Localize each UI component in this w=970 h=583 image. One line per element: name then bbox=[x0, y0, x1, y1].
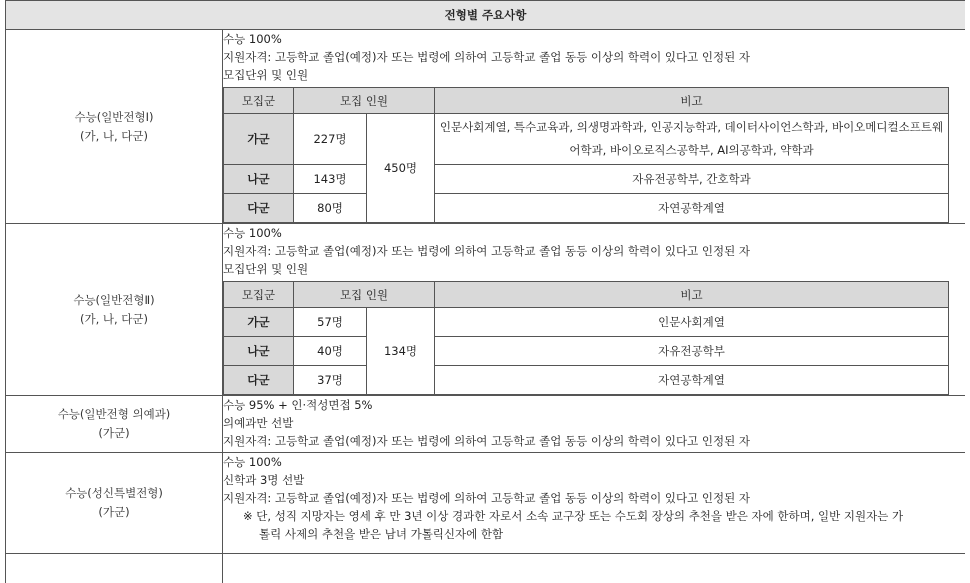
quota-table bbox=[223, 281, 949, 395]
admission-table bbox=[5, 0, 965, 583]
score-line: 수능 100% bbox=[223, 455, 282, 469]
score-line: 수능 95% + 인·적성면접 5% bbox=[223, 398, 373, 412]
row-content-cell bbox=[223, 30, 966, 224]
selection-line: 신학과 3명 선발 bbox=[223, 473, 305, 487]
quota-table bbox=[223, 87, 949, 223]
group-note: 자연공학계열 bbox=[435, 366, 949, 395]
row-content-cell bbox=[223, 453, 966, 554]
row-label-cell bbox=[6, 396, 223, 453]
eligibility-line: 지원자격: 고등학교 졸업(예정)자 또는 법령에 의하여 고등학교 졸업 동등 이상의 학력이 있다고 인정된 자 bbox=[223, 244, 750, 258]
eligibility-line: 지원자격: 고등학교 졸업(예정)자 또는 법령에 의하여 고등학교 졸업 동등 이상의 학력이 있다고 인정된 자 bbox=[223, 50, 750, 64]
table-title: 전형별 주요사항 bbox=[6, 1, 966, 30]
header-quota: 모집 인원 bbox=[294, 282, 435, 308]
score-line: 수능 100% bbox=[223, 226, 282, 240]
group-note: 자유전공학부, 간호학과 bbox=[435, 165, 949, 194]
admission-summary bbox=[5, 0, 965, 583]
units-heading: 모집단위 및 인원 bbox=[223, 68, 309, 82]
table-row bbox=[6, 396, 966, 453]
table-row bbox=[6, 554, 966, 583]
units-heading: 모집단위 및 인원 bbox=[223, 262, 309, 276]
eligibility-line: 지원자격: 고등학교 졸업(예정)자 또는 법령에 의하여 고등학교 졸업 동등 이상의 학력이 있다고 인정된 자 bbox=[223, 491, 750, 505]
track-name: 수능(일반전형Ⅱ) bbox=[73, 292, 155, 307]
track-groups: (가군) bbox=[98, 426, 130, 440]
track-groups: (가, 나, 다군) bbox=[79, 128, 149, 143]
selection-line: 의예과만 선발 bbox=[223, 416, 294, 430]
group-note: 자연공학계열 bbox=[435, 194, 949, 223]
group-note: 인문사회계열, 특수교육과, 의생명과학과, 인공지능학과, 데이터사이언스학과, 바이오메디컬소프트웨어학과, 바이오로직스공학부, AI의공학과, 약학과 bbox=[435, 114, 949, 165]
eligibility-note bbox=[223, 507, 965, 543]
row-content-cell bbox=[223, 224, 966, 396]
row-label-cell bbox=[6, 30, 223, 224]
header-quota: 모집 인원 bbox=[294, 88, 435, 114]
row-content-cell bbox=[223, 396, 966, 453]
header-note: 비고 bbox=[435, 282, 949, 308]
group-count: 40명 bbox=[294, 337, 367, 366]
group-note: 자유전공학부 bbox=[435, 337, 949, 366]
group-count: 80명 bbox=[294, 194, 367, 223]
row-content-cell bbox=[223, 554, 966, 583]
track-name: 수능(일반전형 의예과) bbox=[57, 407, 171, 421]
note-line: ※ 단, 성직 지망자는 영세 후 만 3년 이상 경과한 자로서 소속 교구장 또는 수도회 장상의 추천을 받은 자에 한하며, 일반 지원자는 가 bbox=[243, 509, 904, 523]
track-name: 수능(일반전형Ⅰ) bbox=[74, 109, 154, 124]
group-count: 143명 bbox=[294, 165, 367, 194]
track-groups: (가, 나, 다군) bbox=[79, 311, 149, 326]
header-note: 비고 bbox=[435, 88, 949, 114]
group-name: 다군 bbox=[224, 366, 294, 395]
score-line: 수능 100% bbox=[223, 32, 282, 46]
group-name: 가군 bbox=[224, 114, 294, 165]
group-name: 가군 bbox=[224, 308, 294, 337]
note-line: 톨릭 사제의 추천을 받은 남녀 가톨릭신자에 한함 bbox=[259, 527, 504, 541]
table-row bbox=[6, 30, 966, 224]
header-group: 모집군 bbox=[224, 282, 294, 308]
group-note: 인문사회계열 bbox=[435, 308, 949, 337]
group-count: 57명 bbox=[294, 308, 367, 337]
header-group: 모집군 bbox=[224, 88, 294, 114]
group-count: 37명 bbox=[294, 366, 367, 395]
track-groups: (가군) bbox=[98, 505, 130, 519]
total-count: 134명 bbox=[367, 308, 435, 395]
group-count: 227명 bbox=[294, 114, 367, 165]
group-name: 다군 bbox=[224, 194, 294, 223]
row-label-cell bbox=[6, 453, 223, 554]
group-name: 나군 bbox=[224, 337, 294, 366]
row-label-cell bbox=[6, 554, 223, 583]
total-count: 450명 bbox=[367, 114, 435, 223]
row-label-cell bbox=[6, 224, 223, 396]
table-row bbox=[6, 224, 966, 396]
track-name: 수능(성신특별전형) bbox=[65, 486, 163, 500]
group-name: 나군 bbox=[224, 165, 294, 194]
table-row bbox=[6, 453, 966, 554]
eligibility-line: 지원자격: 고등학교 졸업(예정)자 또는 법령에 의하여 고등학교 졸업 동등 이상의 학력이 있다고 인정된 자 bbox=[223, 434, 750, 448]
